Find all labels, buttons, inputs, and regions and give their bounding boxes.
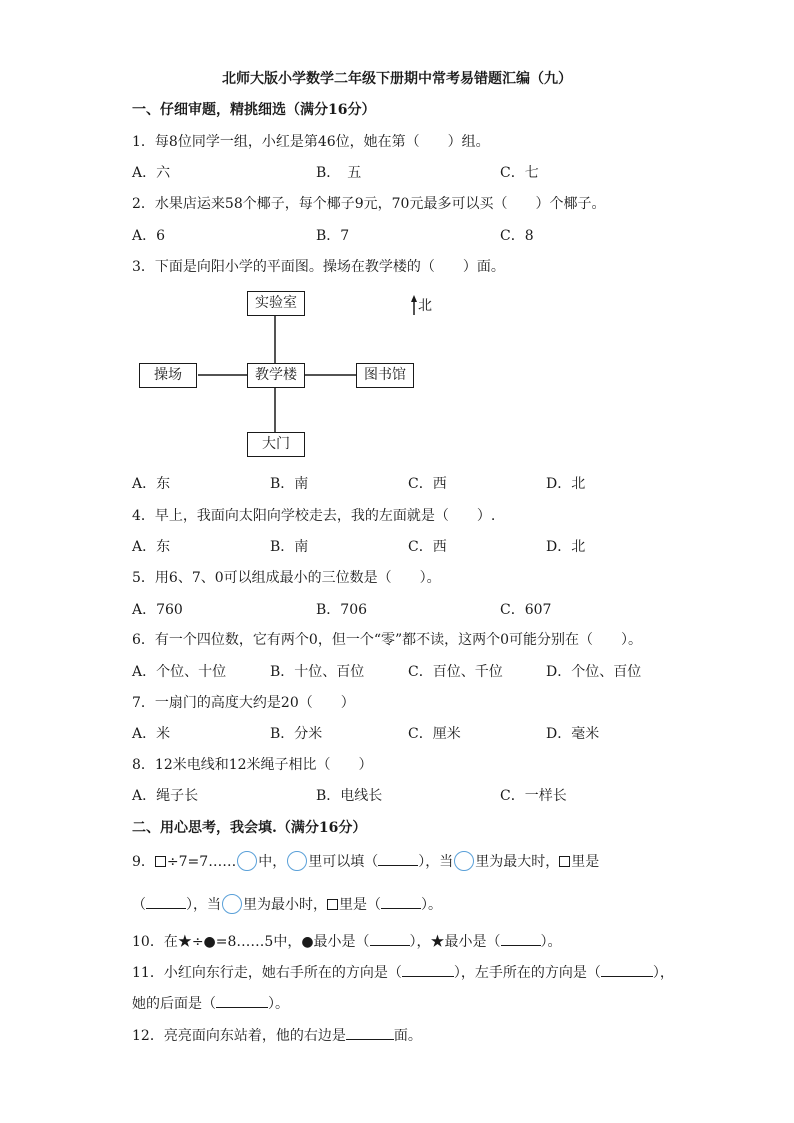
circle-blank-icon <box>287 851 307 871</box>
answer-blank[interactable] <box>346 1025 394 1040</box>
square-box-icon <box>559 856 570 867</box>
option-d[interactable]: D．北 <box>546 539 586 555</box>
circle-blank-icon <box>454 851 474 871</box>
playground-box: 操场 <box>139 363 197 388</box>
question-6-options <box>132 661 692 681</box>
question-11-cont: 她的后面是（ ）。 <box>132 993 289 1013</box>
option-c[interactable]: C．607 <box>500 602 552 618</box>
option-c[interactable]: C．厘米 <box>408 726 461 742</box>
question-9-cont: （ ），当 里为最小时， 里是（ ）。 <box>132 894 442 914</box>
question-5-options <box>132 599 692 619</box>
option-c[interactable]: C．七 <box>500 165 539 181</box>
question-10: 10．在★÷●=8……5中，●最小是（ ），★最小是（ ）。 <box>132 931 562 951</box>
question-7: 7．一扇门的高度大约是20（ ） <box>132 695 355 711</box>
option-a[interactable]: A．东 <box>132 539 171 555</box>
option-b[interactable]: B．十位、百位 <box>270 664 365 680</box>
question-3: 3．下面是向阳小学的平面图。操场在教学楼的（ ）面。 <box>132 259 505 275</box>
answer-blank[interactable] <box>601 962 653 977</box>
question-2: 2．水果店运来58个椰子，每个椰子9元，70元最多可以买（ ）个椰子。 <box>132 196 606 212</box>
answer-blank[interactable] <box>501 931 541 946</box>
answer-blank[interactable] <box>378 851 418 866</box>
question-11: 11．小红向东行走，她右手所在的方向是（ ），左手所在的方向是（ ）， <box>132 962 674 982</box>
question-8: 8．12米电线和12米绳子相比（ ） <box>132 757 373 773</box>
question-2-options <box>132 225 692 245</box>
answer-blank[interactable] <box>381 894 421 909</box>
option-b[interactable]: B． 五 <box>316 165 362 181</box>
question-8-options <box>132 785 692 805</box>
answer-blank[interactable] <box>146 894 186 909</box>
answer-blank[interactable] <box>216 993 268 1008</box>
library-box: 图书馆 <box>356 363 414 388</box>
option-a[interactable]: A．个位、十位 <box>132 664 227 680</box>
section-1-heading: 一、仔细审题，精挑细选（满分16分） <box>132 102 376 118</box>
gate-box: 大门 <box>247 432 305 457</box>
option-b[interactable]: B．7 <box>316 228 350 244</box>
question-4-options <box>132 536 692 556</box>
question-9: 9． ÷7=7…… 中， 里可以填（ ），当 里为最大时， 里是 <box>132 851 599 871</box>
option-c[interactable]: C．西 <box>408 539 447 555</box>
lab-box: 实验室 <box>247 291 305 316</box>
option-b[interactable]: B．电线长 <box>316 788 383 804</box>
option-a[interactable]: A．米 <box>132 726 171 742</box>
circle-blank-icon <box>237 851 257 871</box>
option-c[interactable]: C．一样长 <box>500 788 567 804</box>
square-box-icon <box>155 856 166 867</box>
option-c[interactable]: C．西 <box>408 476 447 492</box>
question-6: 6．有一个四位数，它有两个0，但一个“零”都不读，这两个0可能分别在（ ）。 <box>132 632 643 648</box>
option-d[interactable]: D．毫米 <box>546 726 600 742</box>
option-c[interactable]: C．百位、千位 <box>408 664 503 680</box>
q9-number: 9． <box>132 854 155 870</box>
question-1: 1．每8位同学一组，小红是第46位，她在第（ ）组。 <box>132 134 490 150</box>
school-map-diagram <box>138 290 438 460</box>
question-4: 4．早上，我面向太阳向学校走去，我的左面就是（ ）. <box>132 508 496 524</box>
question-3-options <box>132 473 692 493</box>
square-box-icon <box>327 899 338 910</box>
circle-blank-icon <box>222 894 242 914</box>
option-a[interactable]: A．760 <box>132 602 183 618</box>
question-5: 5．用6、7、0可以组成最小的三位数是（ ）。 <box>132 570 441 586</box>
question-1-options <box>132 162 692 182</box>
option-b[interactable]: B．706 <box>316 602 368 618</box>
option-a[interactable]: A．东 <box>132 476 171 492</box>
option-a[interactable]: A．绳子长 <box>132 788 199 804</box>
question-12: 12．亮亮面向东站着，他的右边是 面。 <box>132 1025 422 1045</box>
option-d[interactable]: D．个位、百位 <box>546 664 642 680</box>
page-title: 北师大版小学数学二年级下册期中常考易错题汇编（九） <box>222 71 572 87</box>
teaching-building-box: 教学楼 <box>247 363 305 388</box>
north-label: 北 <box>418 298 432 314</box>
option-b[interactable]: B．分米 <box>270 726 323 742</box>
option-a[interactable]: A．六 <box>132 165 171 181</box>
option-b[interactable]: B．南 <box>270 539 309 555</box>
answer-blank[interactable] <box>370 931 410 946</box>
question-7-options <box>132 723 692 743</box>
option-b[interactable]: B．南 <box>270 476 309 492</box>
section-2-heading: 二、用心思考，我会填.（满分16分） <box>132 820 367 836</box>
option-d[interactable]: D．北 <box>546 476 586 492</box>
option-a[interactable]: A．6 <box>132 228 166 244</box>
option-c[interactable]: C．8 <box>500 228 534 244</box>
answer-blank[interactable] <box>402 962 454 977</box>
